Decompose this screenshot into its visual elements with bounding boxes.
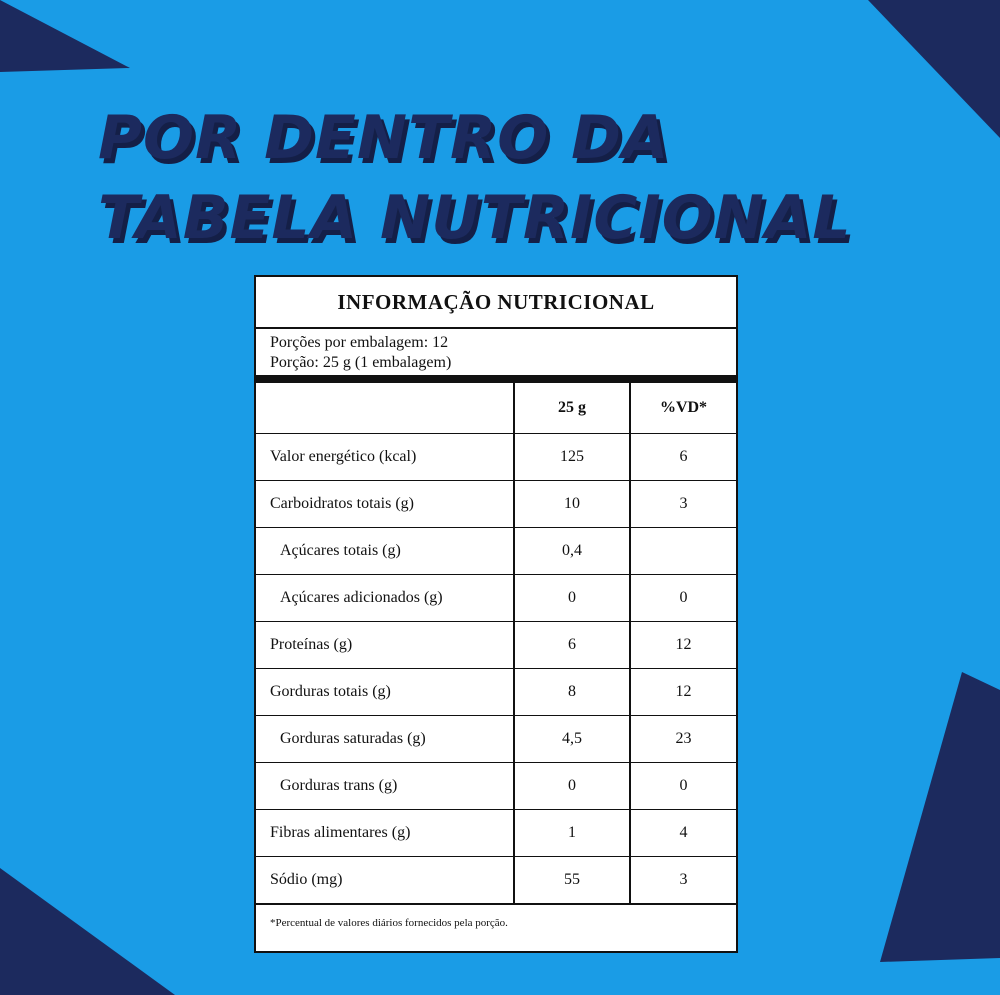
serving-size: Porção: 25 g (1 embalagem) — [270, 354, 452, 371]
label-title: INFORMAÇÃO NUTRICIONAL — [256, 277, 736, 329]
header-cell-daily-value: %VD* — [630, 383, 736, 434]
nutrient-daily-value: 23 — [630, 716, 736, 763]
nutrient-name: Açúcares adicionados (g) — [256, 575, 514, 622]
nutrient-daily-value: 0 — [630, 763, 736, 810]
nutrient-name: Carboidratos totais (g) — [256, 481, 514, 528]
nutrition-table — [256, 383, 736, 905]
nutrient-amount: 0 — [514, 763, 630, 810]
nutrient-name: Valor energético (kcal) — [256, 434, 514, 481]
nutrient-amount: 55 — [514, 857, 630, 905]
table-header-row — [256, 383, 736, 434]
table-row — [256, 857, 736, 905]
nutrient-daily-value: 0 — [630, 575, 736, 622]
nutrient-name: Fibras alimentares (g) — [256, 810, 514, 857]
nutrient-name: Sódio (mg) — [256, 857, 514, 905]
table-row — [256, 434, 736, 481]
corner-triangle-bottom-right — [880, 672, 1000, 962]
nutrient-name: Açúcares totais (g) — [256, 528, 514, 575]
header-cell-amount: 25 g — [514, 383, 630, 434]
table-row — [256, 481, 736, 528]
nutrient-name: Gorduras totais (g) — [256, 669, 514, 716]
nutrient-amount: 1 — [514, 810, 630, 857]
nutrient-daily-value: 12 — [630, 669, 736, 716]
nutrient-name: Gorduras trans (g) — [256, 763, 514, 810]
table-row — [256, 810, 736, 857]
nutrient-name: Gorduras saturadas (g) — [256, 716, 514, 763]
table-row — [256, 763, 736, 810]
nutrient-amount: 10 — [514, 481, 630, 528]
servings-per-package: Porções por embalagem: 12 — [270, 334, 449, 351]
nutrient-daily-value: 3 — [630, 481, 736, 528]
nutrient-amount: 6 — [514, 622, 630, 669]
corner-triangle-top-right — [868, 0, 1000, 138]
nutrient-amount: 4,5 — [514, 716, 630, 763]
nutrient-daily-value: 12 — [630, 622, 736, 669]
label-footnote: *Percentual de valores diários fornecidos pela porção. — [270, 917, 508, 929]
nutrient-amount: 0 — [514, 575, 630, 622]
corner-triangle-top-left — [0, 0, 130, 72]
table-row — [256, 716, 736, 763]
table-row — [256, 528, 736, 575]
nutrient-amount: 125 — [514, 434, 630, 481]
nutrient-name: Proteínas (g) — [256, 622, 514, 669]
nutrient-amount: 8 — [514, 669, 630, 716]
nutrient-daily-value: 6 — [630, 434, 736, 481]
page-title — [98, 98, 852, 258]
servings-info — [256, 329, 736, 375]
page-title-line-1: POR DENTRO DA — [98, 103, 670, 173]
thick-divider — [256, 375, 736, 383]
table-row — [256, 622, 736, 669]
header-cell-nutrient — [256, 383, 514, 434]
nutrient-daily-value: 3 — [630, 857, 736, 905]
corner-triangle-bottom-left — [0, 868, 175, 995]
page-title-line-2: TABELA NUTRICIONAL — [98, 183, 852, 253]
table-row — [256, 669, 736, 716]
nutrition-facts-label — [254, 275, 738, 953]
nutrient-daily-value — [630, 528, 736, 575]
nutrient-daily-value: 4 — [630, 810, 736, 857]
table-row — [256, 575, 736, 622]
nutrient-amount: 0,4 — [514, 528, 630, 575]
